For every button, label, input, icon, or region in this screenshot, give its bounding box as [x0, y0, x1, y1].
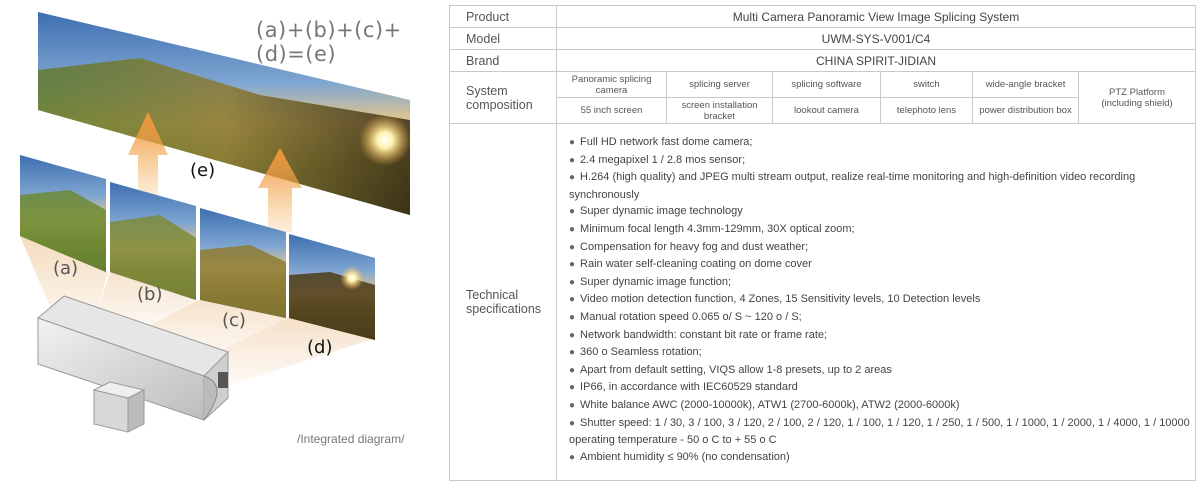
spec-item: ● IP66, in accordance with IEC60529 standard [569, 379, 1195, 397]
label-d: (d) [307, 337, 333, 358]
row-brand [450, 50, 1196, 72]
row-technical-specifications [450, 124, 1196, 481]
brand-label: Brand [450, 50, 557, 72]
diagram-illustration [0, 0, 440, 457]
brand-value: CHINA SPIRIT-JIDIAN [557, 50, 1196, 72]
label-b: (b) [137, 284, 163, 305]
spec-item: ● 2.4 megapixel 1 / 2.8 mos sensor; [569, 152, 1195, 170]
spec-item: ● Full HD network fast dome camera; [569, 134, 1195, 152]
component-cell: switch [881, 72, 973, 98]
component-cell: screen installation bracket [667, 98, 773, 124]
component-cell: 55 inch screen [557, 98, 667, 124]
component-cell: wide-angle bracket [973, 72, 1079, 98]
component-cell: telephoto lens [881, 98, 973, 124]
spec-item: ● Compensation for heavy fog and dust weather; [569, 239, 1195, 257]
row-product [450, 6, 1196, 28]
spec-item: ● Network bandwidth: constant bit rate or frame rate; [569, 327, 1195, 345]
spec-item: ● Shutter speed: 1 / 30, 3 / 100, 3 / 120, 2 / 100, 2 / 120, 1 / 100, 1 / 120, 1 / 250, 1 / 500, 1 / 1000, 1 / 2000, 1 / 4000, 1 / 10000 [569, 415, 1195, 433]
spec-item: ● Apart from default setting, VIQS allow 1-8 presets, up to 2 areas [569, 362, 1195, 380]
spec-item: ● 360 o Seamless rotation; [569, 344, 1195, 362]
technical-specifications-label [450, 124, 557, 481]
diagram-caption: /Integrated diagram/ [297, 432, 405, 446]
component-cell: power distribution box [973, 98, 1079, 124]
splicing-formula: (a)+(b)+(c)+(d)=(e) [256, 18, 402, 66]
component-cell: lookout camera [773, 98, 881, 124]
model-value: UWM-SYS-V001/C4 [557, 28, 1196, 50]
label-e: (e) [190, 160, 216, 181]
spec-item: ● Video motion detection function, 4 Zones, 15 Sensitivity levels, 10 Detection levels [569, 291, 1195, 309]
ptz-line2: (including shield) [1101, 97, 1173, 109]
technical-specifications-list [557, 124, 1196, 481]
spec-table [449, 5, 1196, 481]
system-composition-label [450, 72, 557, 124]
spec-item: ● White balance AWC (2000-10000k), ATW1 (2700-6000k), ATW2 (2000-6000k) [569, 397, 1195, 415]
system-composition-label-line2: composition [466, 97, 533, 112]
label-a: (a) [53, 258, 79, 279]
spec-item: ● Super dynamic image function; [569, 274, 1195, 292]
spec-item: ● Ambient humidity ≤ 90% (no condensation) [569, 449, 1195, 467]
integrated-diagram [0, 0, 440, 457]
spec-item: ● Rain water self-cleaning coating on dome cover [569, 256, 1195, 274]
product-value: Multi Camera Panoramic View Image Splicing System [557, 6, 1196, 28]
row-system-composition-1 [450, 72, 1196, 98]
technical-label-line2: specifications [466, 302, 542, 317]
spec-item: ● Super dynamic image technology [569, 203, 1195, 221]
spec-item: ● Minimum focal length 4.3mm-129mm, 30X optical zoom; [569, 221, 1195, 239]
row-model [450, 28, 1196, 50]
model-label: Model [450, 28, 557, 50]
component-cell: Panoramic splicing camera [557, 72, 667, 98]
technical-label-line1: Technical [466, 288, 519, 303]
spec-item: ● Manual rotation speed 0.065 o/ S ~ 120 o / S; [569, 309, 1195, 327]
component-cell-ptz [1079, 72, 1196, 124]
component-cell: splicing software [773, 72, 881, 98]
spec-continuation: operating temperature - 50 o C to + 55 o C [569, 434, 777, 447]
ptz-line1: PTZ Platform [1109, 86, 1165, 98]
component-cell: splicing server [667, 72, 773, 98]
label-c: (c) [222, 310, 246, 331]
product-label: Product [450, 6, 557, 28]
spec-item: ● H.264 (high quality) and JPEG multi stream output, realize real-time monitoring and high-definition video recording synchronously [569, 169, 1195, 203]
system-composition-label-line1: System [466, 83, 508, 98]
